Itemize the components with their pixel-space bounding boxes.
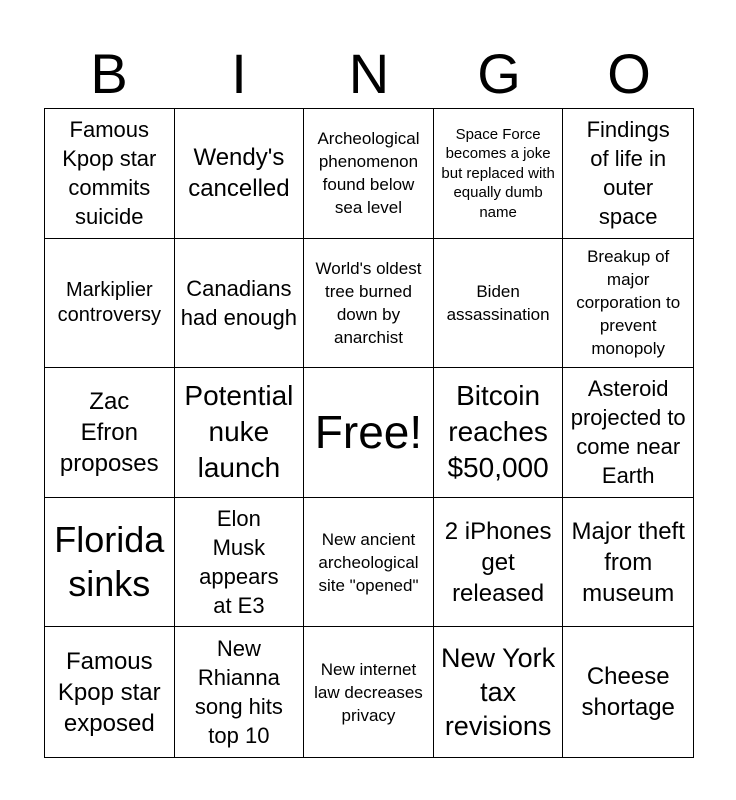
bingo-cell-text: Major theft from museum	[571, 517, 685, 607]
bingo-cell-text: Famous Kpop star exposed	[57, 647, 161, 737]
bingo-cell-text: Space Force becomes a joke but replaced with equally dumb name	[441, 125, 555, 221]
bingo-cell-text: Famous Kpop star commits suicide	[62, 117, 157, 230]
bingo-cell-text: Cheese shortage	[581, 663, 675, 722]
bingo-cell-5-4[interactable]	[434, 627, 564, 757]
bingo-cell-text: New ancient archeological site "opened"	[318, 529, 419, 595]
bingo-cell-text: Zac Efron proposes	[59, 387, 159, 477]
bingo-cell-text: Florida sinks	[54, 519, 165, 605]
bingo-cell-5-5[interactable]	[563, 627, 693, 757]
bingo-cell-text: Potential nuke launch	[184, 380, 294, 484]
bingo-cell-text: Breakup of major corporation to prevent monopoly	[576, 247, 681, 359]
bingo-cell-4-5[interactable]	[563, 498, 693, 628]
bingo-cell-text: Free!	[314, 406, 423, 459]
bingo-cell-2-5[interactable]	[563, 239, 693, 369]
bingo-cell-text: Biden assassination	[446, 281, 550, 324]
bingo-cell-1-1[interactable]	[45, 109, 175, 239]
bingo-header	[44, 40, 694, 108]
bingo-cell-5-3[interactable]	[304, 627, 434, 757]
bingo-cell-4-4[interactable]	[434, 498, 564, 628]
bingo-cell-text: 2 iPhones get released	[444, 517, 552, 607]
bingo-cell-text: Findings of life in outer space	[586, 117, 670, 230]
bingo-cell-1-5[interactable]	[563, 109, 693, 239]
bingo-cell-3-5[interactable]	[563, 368, 693, 498]
bingo-cell-2-4[interactable]	[434, 239, 564, 369]
bingo-cell-1-3[interactable]	[304, 109, 434, 239]
bingo-cell-4-2[interactable]	[175, 498, 305, 628]
bingo-cell-text: Canadians had enough	[180, 275, 297, 330]
bingo-cell-3-3[interactable]	[304, 368, 434, 498]
bingo-cell-1-4[interactable]	[434, 109, 564, 239]
bingo-board	[44, 108, 694, 758]
bingo-cell-text: New Rhianna song hits top 10	[194, 636, 283, 749]
header-letter-n: N	[348, 42, 390, 105]
header-letter-g: G	[477, 42, 521, 105]
bingo-cell-4-1[interactable]	[45, 498, 175, 628]
bingo-cell-text: World's oldest tree burned down by anarchist	[315, 258, 422, 347]
bingo-cell-3-4[interactable]	[434, 368, 564, 498]
bingo-cell-text: Bitcoin reaches $50,000	[447, 380, 549, 484]
bingo-cell-2-1[interactable]	[45, 239, 175, 369]
bingo-cell-5-1[interactable]	[45, 627, 175, 757]
bingo-cell-3-1[interactable]	[45, 368, 175, 498]
header-letter-i: I	[231, 42, 247, 105]
bingo-cell-3-2[interactable]	[175, 368, 305, 498]
bingo-cell-text: Archeological phenomenon found below sea level	[317, 129, 420, 218]
bingo-cell-text: Elon Musk appears at E3	[199, 506, 279, 619]
bingo-cell-2-2[interactable]	[175, 239, 305, 369]
bingo-cell-text: Markiplier controversy	[57, 278, 161, 326]
header-letter-o: O	[607, 42, 651, 105]
bingo-cell-text: New York tax revisions	[441, 643, 556, 742]
bingo-cell-1-2[interactable]	[175, 109, 305, 239]
bingo-cell-5-2[interactable]	[175, 627, 305, 757]
header-letter-b: B	[90, 42, 128, 105]
bingo-cell-4-3[interactable]	[304, 498, 434, 628]
bingo-cell-text: Asteroid projected to come near Earth	[570, 376, 686, 489]
bingo-cell-text: Wendy's cancelled	[188, 144, 290, 203]
bingo-cell-2-3[interactable]	[304, 239, 434, 369]
bingo-cell-text: New internet law decreases privacy	[314, 659, 423, 725]
